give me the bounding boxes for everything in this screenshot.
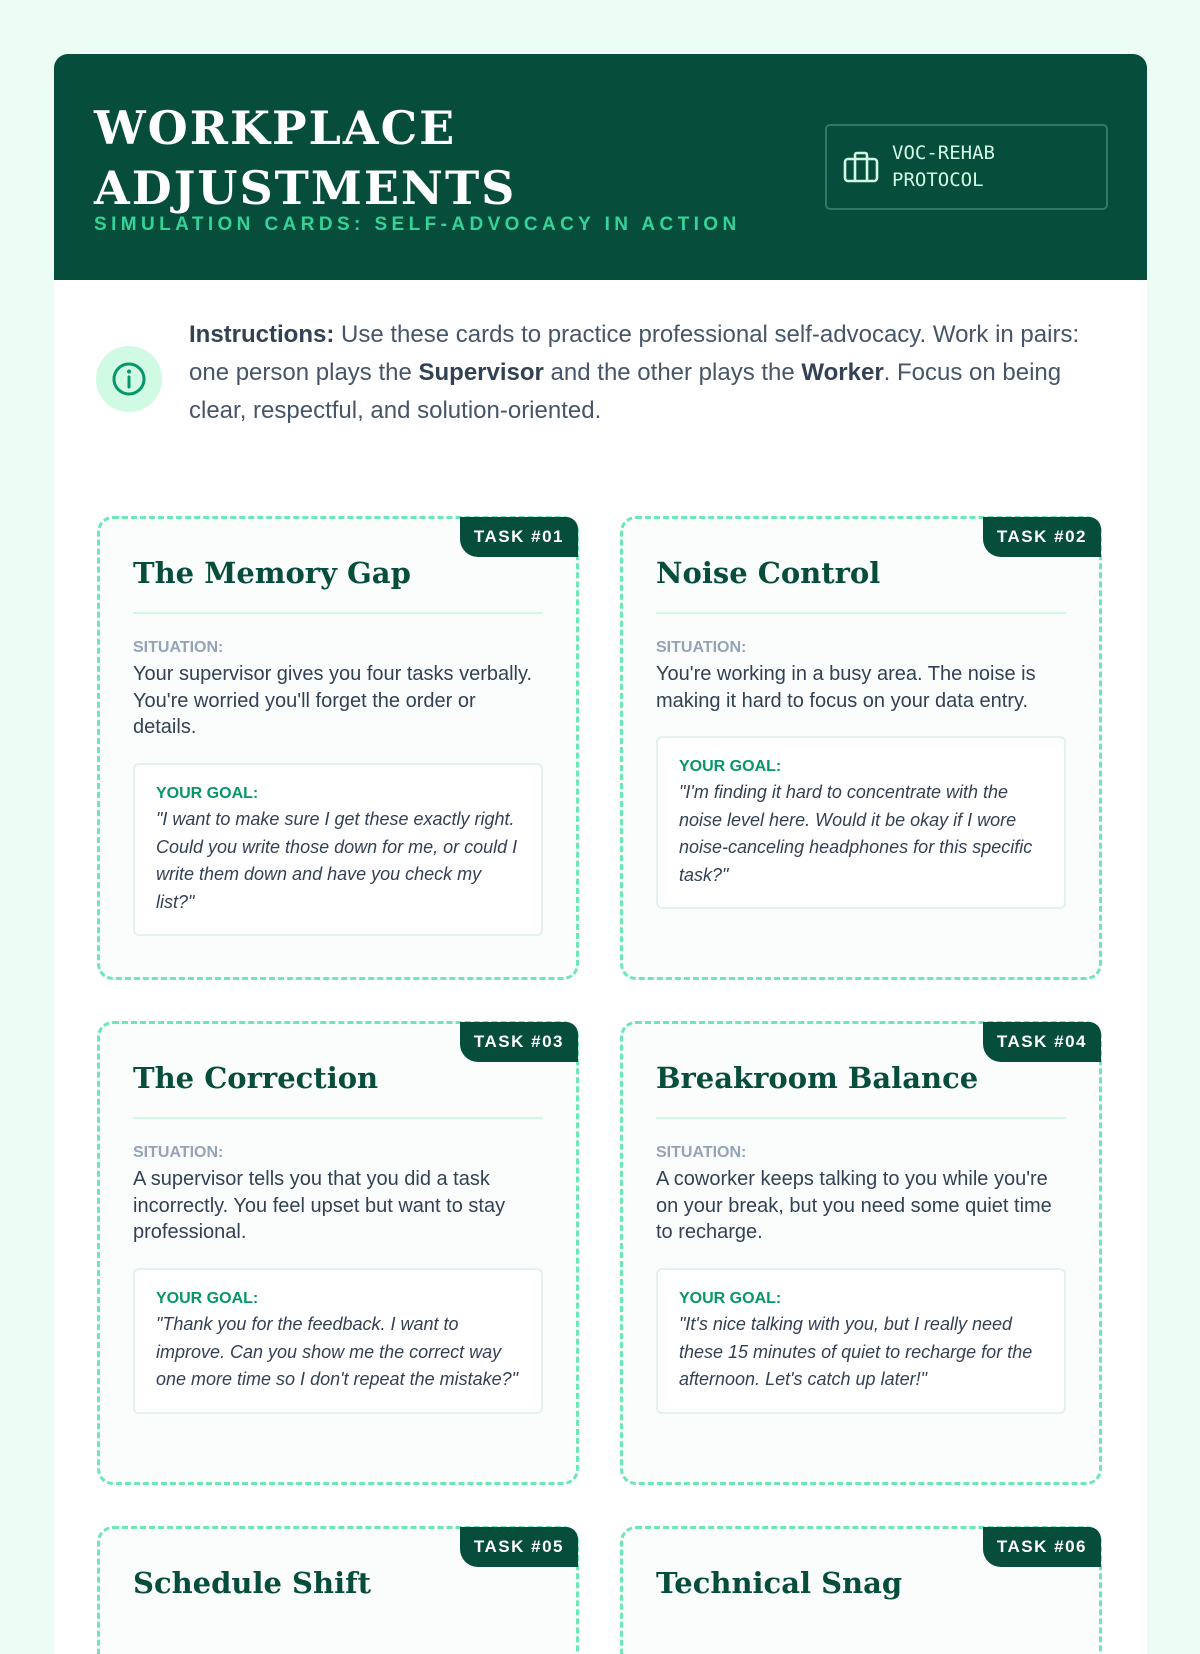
title-line-2: ADJUSTMENTS: [94, 161, 517, 215]
task-card: [620, 1021, 1102, 1485]
goal-box: [133, 1268, 543, 1414]
task-card: [97, 1021, 579, 1485]
task-tag: TASK #02: [983, 517, 1101, 557]
goal-box: [133, 763, 543, 936]
goal-label: YOUR GOAL:: [679, 758, 782, 775]
task-card: [97, 1526, 579, 1654]
title-line-1: WORKPLACE: [94, 101, 457, 155]
task-tag: TASK #06: [983, 1527, 1101, 1567]
card-divider: [133, 1117, 543, 1119]
instructions-block: [96, 316, 1106, 456]
task-tag: TASK #05: [460, 1527, 578, 1567]
task-card: [97, 516, 579, 980]
card-divider: [133, 612, 543, 614]
role-worker: Worker: [801, 359, 884, 386]
goal-label: YOUR GOAL:: [679, 1290, 782, 1307]
situation-label: SITUATION:: [656, 1144, 747, 1161]
instructions-part-2: and the other plays the: [543, 359, 802, 386]
card-title: Technical Snag: [656, 1566, 903, 1600]
task-card: [620, 1526, 1102, 1654]
protocol-line-1: VOC-REHAB: [892, 142, 995, 164]
card-title: Noise Control: [656, 556, 881, 590]
card-title: The Memory Gap: [133, 556, 411, 590]
card-title: The Correction: [133, 1061, 379, 1095]
card-title: Schedule Shift: [133, 1566, 371, 1600]
situation-label: SITUATION:: [656, 639, 747, 656]
role-supervisor: Supervisor: [418, 359, 544, 386]
instructions-part-3: . Focus on being clear, respectful, and solution-oriented.: [189, 359, 1062, 424]
instructions-text: [189, 316, 1094, 430]
card-divider: [656, 1117, 1066, 1119]
situation-text: A supervisor tells you that you did a task incorrectly. You feel upset but want to stay professional.: [133, 1168, 506, 1243]
situation-text: A coworker keeps talking to you while you're on your break, but you need some quiet time to recharge.: [656, 1168, 1052, 1243]
worksheet: [54, 54, 1147, 1654]
card-divider: [656, 612, 1066, 614]
protocol-label: [892, 140, 1042, 194]
situation-label: SITUATION:: [133, 1144, 224, 1161]
situation-text: You're working in a busy area. The noise is making it hard to focus on your data entry.: [656, 663, 1036, 712]
task-card: [620, 516, 1102, 980]
card-title: Breakroom Balance: [656, 1061, 979, 1095]
header-banner: [54, 54, 1147, 280]
protocol-line-2: PROTOCOL: [892, 169, 984, 191]
situation-label: SITUATION:: [133, 639, 224, 656]
task-tag: TASK #04: [983, 1022, 1101, 1062]
task-tag: TASK #01: [460, 517, 578, 557]
goal-box: [656, 1268, 1066, 1414]
info-icon: [96, 346, 162, 412]
goal-label: YOUR GOAL:: [156, 785, 259, 802]
goal-box: [656, 736, 1066, 909]
situation-text: Your supervisor gives you four tasks verbally. You're worried you'll forget the order or details.: [133, 663, 533, 738]
briefcase-icon: [843, 151, 879, 183]
page-title: [94, 98, 694, 218]
task-tag: TASK #03: [460, 1022, 578, 1062]
goal-text: "It's nice talking with you, but I really need these 15 minutes of quiet to recharge for the afternoon. Let's catch up later!": [679, 1314, 1033, 1389]
protocol-badge: [825, 124, 1108, 210]
instructions-part-1: Use these cards to practice professional self-advocacy. Work in pairs: one person plays the: [189, 321, 1080, 386]
goal-text: "Thank you for the feedback. I want to improve. Can you show me the correct way one more time so I don't repeat the mistake?": [156, 1314, 519, 1389]
goal-label: YOUR GOAL:: [156, 1290, 259, 1307]
goal-text: "I want to make sure I get these exactly right. Could you write those down for me, or could I write them down and have you check my list?": [156, 809, 518, 912]
goal-text: "I'm finding it hard to concentrate with the noise level here. Would it be okay if I wore noise-canceling headphones for this specific task?": [679, 782, 1033, 885]
page-subtitle: SIMULATION CARDS: SELF-ADVOCACY IN ACTION: [94, 214, 741, 235]
instructions-label: Instructions:: [189, 321, 335, 348]
